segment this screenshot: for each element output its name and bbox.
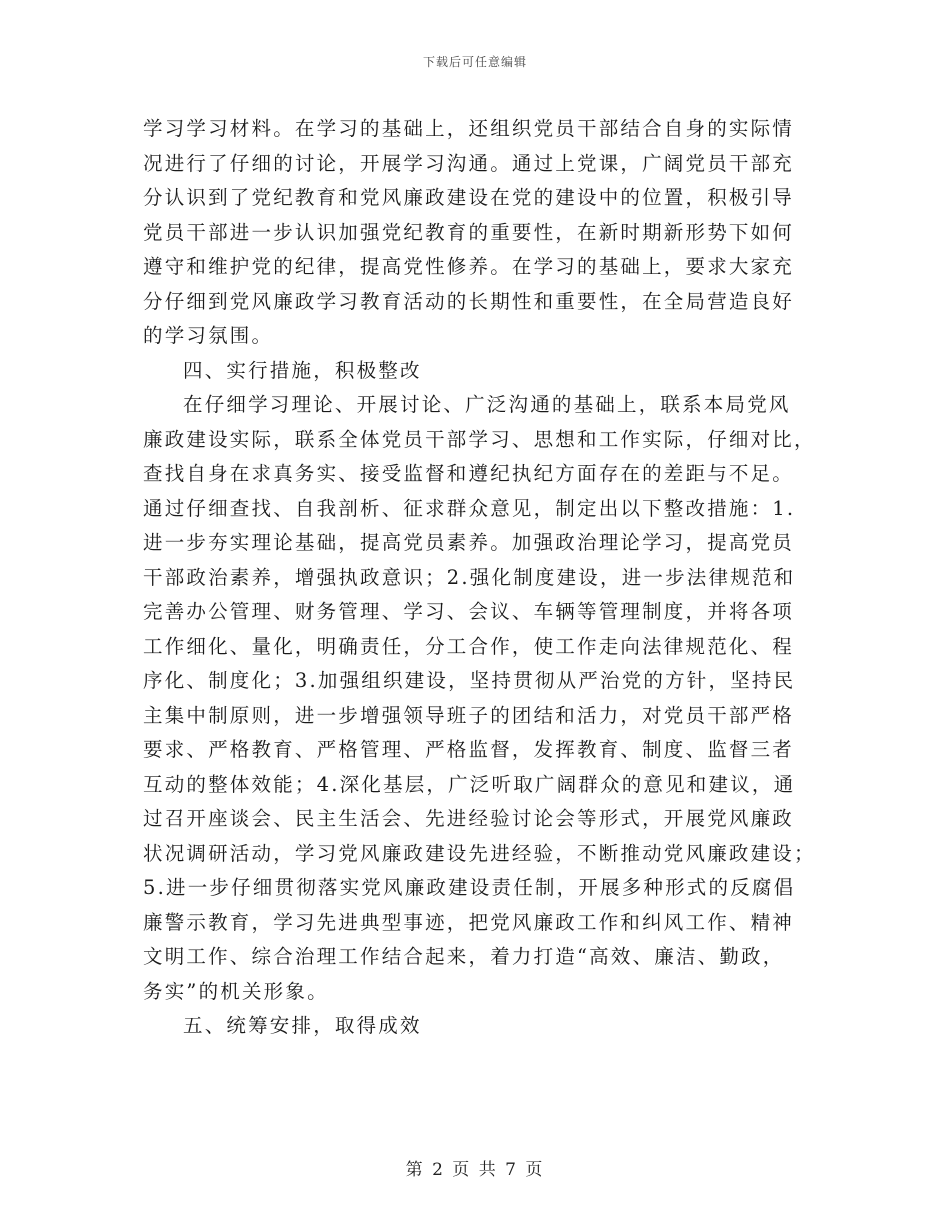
text-line: 工作细化、量化，明确责任，分工合作，使工作走向法律规范化、程 — [143, 634, 795, 658]
page-header-note: 下载后可任意编辑 — [422, 55, 527, 69]
text-line: 互动的整体效能；4.深化基层，广泛听取广阔群众的意见和建议，通 — [143, 772, 796, 796]
text-line: 遵守和维护党的纪律，提高党性修养。在学习的基础上，要求大家充 — [143, 255, 795, 278]
text-line: 完善办公管理、财务管理、学习、会议、车辆等管理制度，并将各项 — [143, 600, 795, 623]
text-line: 文明工作、综合治理工作结合起来，着力打造“高效、廉洁、勤政， — [143, 945, 785, 968]
section-heading: 五、统筹安排，取得成效 — [183, 1014, 422, 1037]
text-line: 查找自身在求真务实、接受监督和遵纪执纪方面存在的差距与不足。 — [143, 462, 795, 485]
text-line: 进一步夯实理论基础，提高党员素养。加强政治理论学习，提高党员 — [143, 531, 795, 554]
text-line: 分认识到了党纪教育和党风廉政建设在党的建设中的位置，积极引导 — [143, 186, 795, 209]
text-line: 分仔细到党风廉政学习教育活动的长期性和重要性，在全局营造良好 — [143, 289, 795, 313]
text-line: 廉政建设实际，联系全体党员干部学习、思想和工作实际，仔细对比， — [143, 427, 816, 451]
text-line: 党员干部进一步认识加强党纪教育的重要性，在新时期新形势下如何 — [143, 220, 795, 244]
text-line: 通过仔细查找、自我剖析、征求群众意见，制定出以下整改措施：1. — [143, 496, 796, 520]
section-heading: 四、实行措施，积极整改 — [183, 358, 422, 382]
text-line: 廉警示教育，学习先进典型事迹，把党风廉政工作和纠风工作、精神 — [143, 910, 795, 934]
paragraph-first-line: 在仔细学习理论、开展讨论、广泛沟通的基础上，联系本局党风 — [183, 393, 791, 416]
text-line: 主集中制原则，进一步增强领导班子的团结和活力，对党员干部严格 — [143, 703, 795, 727]
text-line: 的学习氛围。 — [143, 324, 274, 347]
text-line: 状况调研活动，学习党风廉政建设先进经验，不断推动党风廉政建设； — [143, 841, 816, 865]
document-body — [143, 112, 816, 1044]
text-line: 要求、严格教育、严格管理、严格监督，发挥教育、制度、监督三者 — [143, 738, 795, 761]
text-line: 学习学习材料。在学习的基础上，还组织党员干部结合自身的实际情 — [143, 117, 795, 140]
text-line: 5.进一步仔细贯彻落实党风廉政建设责任制，开展多种形式的反腐倡 — [143, 876, 796, 899]
text-line: 况进行了仔细的讨论，开展学习沟通。通过上党课，广阔党员干部充 — [143, 151, 795, 175]
text-line: 务实”的机关形象。 — [143, 979, 329, 1003]
text-line: 序化、制度化；3.加强组织建设，坚持贯彻从严治党的方针，坚持民 — [143, 669, 796, 692]
page-number-footer: 第 2 页 共 7 页 — [405, 1160, 545, 1180]
text-line: 过召开座谈会、民主生活会、先进经验讨论会等形式，开展党风廉政 — [143, 807, 795, 830]
text-line: 干部政治素养，增强执政意识；2.强化制度建设，进一步法律规范和 — [143, 565, 796, 589]
